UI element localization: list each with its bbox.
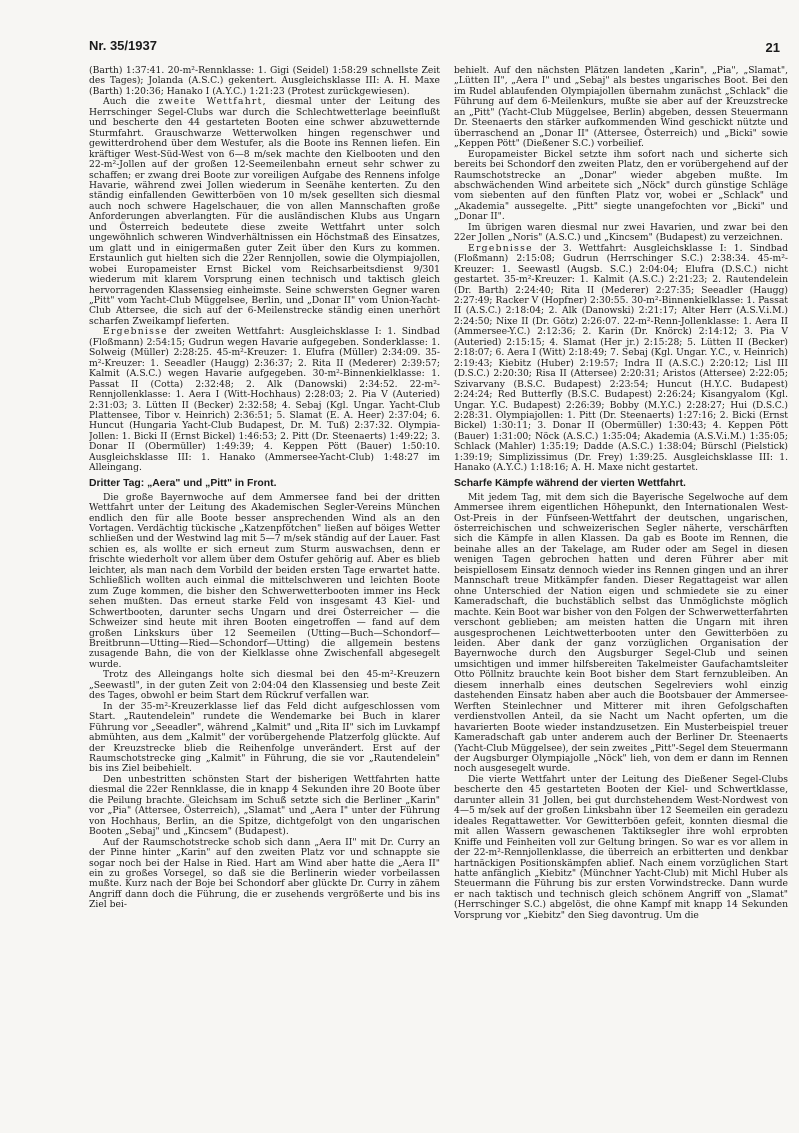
havarien-paragraph: Im übrigen waren diesmal nur zwei Havarien, und zwar bei den 22er Jollen „Noris" (A.S.C.) und „Kincsem" (Budapest) zu verzeichnen. bbox=[454, 221, 788, 244]
right-column bbox=[454, 66, 788, 1076]
fourth-race-paragraph: Die vierte Wettfahrt unter der Leitung des Dießener Segel-Clubs bescherte den 45 gestarteten Booten der Kiel- und Schwertklasse, darunter allein 31 Jollen, bei gut durchstehendem West-Nordwest von 4—5 m/sek auf der großen Linksbahn über 12 Seemeilen ein geradezu ideales Regattawetter. Vor Gewitterböen gefeit, konnten diesmal die mit allen Wassern gewaschenen Taktiksegler ihre wohl erprobten Kniffe und Feinheiten voll zur Geltung bringen. So war es vor allem in der 22-m²-Rennjollenklasse, die überreich an erbitterten und denkbar hartnäckigen Positionskämpfen ablief. Nach einem vorzüglichen Start hatte anfänglich „Kiebitz" (Münchner Yacht-Club) mit Michl Huber als Steuermann die Führung bis zur ersten Vorwindstrecke. Dann wurde er nach taktisch und technisch gleich schönem Angriff von „Slamat" (Herrschinger S.C.) abgelöst, die ohne Kampf mit knapp 14 Sekunden Vorsprung vor „Kiebitz" den Sieg davontrug. Um die bbox=[454, 773, 788, 921]
second-race-results-paragraph: Ergebnisse der zweiten Wettfahrt: Ausgleichsklasse I: 1. Sindbad (Floßmann) 2:54:15; Gudrun wegen Havarie aufgegeben. Sonderklasse: 1. Solweig (Müller) 2:28:25. 45-m²-Kreuzer: 1. Elufra (Müller) 2:34:09. 35-m²-Kreuzer: 1. Seeadler (Haugg) 2:36:37; 2. Rita II (Mederer) 2:39:57; Kalmit (A.S.C.) wegen Havarie aufgegeben. 30-m²-Binnenkielklasse: 1. Passat II (Cotta) 2:32:48; 2. Alk (Danowski) 2:34:52. 22-m²-Rennjollenklasse: 1. Aera I (Witt-Hochhaus) 2:28:03; 2. Pia V (Auteried) 2:31:03; 3. Lütten II (Becker) 2:32:58; 4. Sebaj (Kgl. Ungar. Yacht-Club Plattensee, Tibor v. Heinrich) 2:36:51; 5. Slamat (E. A. Heer) 2:37:04; 6. Huncut (Hungaria Yacht-Club Budapest, Dr. M. Tuß) 2:37:32. Olympia-Jollen: 1. Bicki II (Ernst Bickel) 1:46:53; 2. Pitt (Dr. Steenaerts) 1:49:22; 3. Donar II (Obermüller) 1:49:39; 4. Keppen Pött (Bauer) 1:50:10. Ausgleichsklasse III: 1. Hanako (Ammersee-Yacht-Club) 1:48:27 im Alleingang. bbox=[89, 326, 440, 474]
raumschot-paragraph: Auf der Raumschotstrecke schob sich dann „Aera II" mit Dr. Curry an der Pinne hinter „Karin" auf den zweiten Platz vor und schnappte sie sogar noch bei der Halse in Ried. Hart am Wind aber hatte die „Aera II" ein zu großes Vorsegel, so daß sie die Berlinerin wieder vorbeilassen mußte. Kurz nach der Boje bei Schondorf aber glückte Dr. Curry in zähem Angriff dann doch die Führung, die er zusehends vergrößerte und bis ins Ziel bei- bbox=[89, 836, 440, 911]
olympia-jollen-paragraph: behielt. Auf den nächsten Plätzen landeten „Karin", „Pia", „Slamat", „Lütten II", „Aera I" und „Sebaj" als bestes ungarisches Boot. Bei den im Rudel ablaufenden Olympiajollen übernahm zunächst „Schlack" die Führung auf dem 6-Meilenkurs, mußte sie aber auf der Kreuzstrecke an „Pitt" (Yacht-Club Müggelsee, Berlin) abgeben, dessen Steuermann Dr. Steenaerts den stärker aufkommenden Wind geschickt nützte und überraschend an „Donar II" (Attersee, Österreich) und „Bicki" sowie „Keppen Pött" (Dießener S.C.) vorbeilief. bbox=[454, 66, 788, 150]
third-day-heading: Dritter Tag: „Aera" und „Pitt" in Front. bbox=[89, 477, 277, 489]
second-race-spaced: zweite Wettfahrt, bbox=[158, 96, 267, 108]
third-race-intro-paragraph: Die große Bayernwoche auf dem Ammersee fand bei der dritten Wettfahrt unter der Leitung des Akademischen Segler-Vereins München endlich den für alle Boote besser ansprechenden Wind als an den Vortagen. Verdächtig tückische „Katzenpfötchen" ließen auf böiges Wetter schließen und der Westwind lag mit 5—7 m/sek ständig auf der Lauer. Fast schien es, als wollte er sich erneut zum Sturm auswachsen, denn er frischte wiederholt vor allem über dem Ostufer gehörig auf. Aber es blieb leichter, als man nach dem Vorbild der beiden ersten Tage erwartet hatte. Schließlich wollten auch einmal die mittelschweren und leichten Boote zum Zuge kommen, die bisher den Schwerwetterbooten immer ins Heck sehen mußten. Das erneut starke Feld von insgesamt 43 Kiel- und Schwertbooten, darunter sechs Ungarn und drei Österreicher — die Schweizer sind heute mit ihren Booten eingetroffen — fand auf dem großen Linkskurs über 12 Seemeilen (Utting—Buch—Schondorf—Breitbrunn—Utting—Ried—Schondorf—Utting) die allgemein bestens zusagende Bahn, die von der Kielklasse ohne Zwischenfall abgesegelt wurde. bbox=[89, 491, 440, 670]
page-number: 21 bbox=[765, 40, 780, 55]
segelwoche-paragraph: Mit jedem Tag, mit dem sich die Bayerische Segelwoche auf dem Ammersee ihrem eigentlichen Höhepunkt, den Internationalen West-Ost-Preis in der Fünfseen-Wettfahrt der deutschen, ungarischen, österreichischen und schweizerischen Segler näherte, verschärften sich die Kämpfe in allen Klassen. Da gab es Boote im Rennen, die beinahe alles an der Takelage, am Ruder oder am Segel in diesen wenigen Tagen gebrochen hatten und deren Führer aber mit beispiellosem Einsatz dennoch wieder ins Rennen gingen und an ihrer Mannschaft treue Mitkämpfer fanden. Dieser Regattageist war allen ohne Unterschied der Nation eigen und schmiedete sie zu einer Kameradschaft, die buchstäblich selbst das Unmöglichste möglich machte. Kein Boot war bisher von den Folgen der Schwerwetterfahrten verschont geblieben; am meisten hatten die Ungarn mit ihren ausgesprochenen Leichtwetterbooten unter den Gewitterböen zu leiden. Aber dank der ganz vorzüglichen Organisation der Bayernwoche durch den Augsburger Segel-Club und seinen umsichtigen und immer hilfsbereiten Takelmeister Gaufachamtsleiter Otto Pöllnitz brauchte kein Boot bisher dem Start fernzubleiben. An diesem innerhalb eines deutschen Segelreviers wohl einzig dastehenden Einsatz haben aber auch die Bootsbauer der Ammersee-Werften Steinlechner und Mitterer mit ihren Gefolgschaften verdienstvollen Anteil, da sie Nacht um Nacht opferten, um die havarierten Boote wieder instandzusetzen. Ein Musterbeispiel treuer Kameradschaft gab unter anderem auch der Berliner Dr. Steenaerts (Yacht-Club Müggelsee), der sein zweites „Pitt"-Segel dem Steuermann der Augsburger Olympiajolle „Nöck" lieh, von dem er dann im Rennen noch ausgesegelt wurde. bbox=[454, 491, 788, 775]
third-race-results-paragraph: Ergebnisse der 3. Wettfahrt: Ausgleichsklasse I: 1. Sindbad (Floßmann) 2:15:08; Gudrun (Herrschinger S.C.) 2:38:34. 45-m²-Kreuzer: 1. Seewastl (Augsb. S.C.) 2:04:04; Elufra (D.S.C.) nicht gestartet. 35-m²-Kreuzer: 1. Kalmit (A.S.C.) 2:21:23; 2. Rautendelein (Dr. Barth) 2:24:40; Rita II (Mederer) 2:27:35; Seeadler (Haugg) 2:27:49; Racker V (Hopfner) 2:30:55. 30-m²-Binnenkielklasse: 1. Passat II (A.S.C.) 2:18:04; 2. Alk (Danowski) 2:21:17; Alter Herr (A.S.V.i.M.) 2:24:50; Nixe II (Dr. Götz) 2:26:07. 22-m²-Renn-Jollenklasse: 1. Aera II (Ammersee-Y.C.) 2:12:36; 2. Karin (Dr. Knörck) 2:14:12; 3. Pia V (Auteried) 2:15:15; 4. Slamat (Her jr.) 2:15:28; 5. Lütten II (Becker) 2:18:07; 6. Aera I (Witt) 2:18:49; 7. Sebaj (Kgl. Ungar. Y.C., v. Heinrich) 2:19:43; Kiebitz (Huber) 2:19:57; Indra II (A.S.C.) 2:20:12; Lisl III (D.S.C.) 2:20:30; Risa II (Attersee) 2:20:31; Aristos (Attersee) 2:22:05; Szivarvany (B.S.C. Budapest) 2:23:54; Huncut (H.Y.C. Budapest) 2:24:24; Red Butterfly (B.S.C. Budapest) 2:26:24; Kisangyalom (Kgl. Ungar. Y.C. Budapest) 2:26:39; Bobby (M.Y.C.) 2:28:27; Hui (D.S.C.) 2:28:31. Olympiajollen: 1. Pitt (Dr. Steenaerts) 1:27:16; 2. Bicki (Ernst Bickel) 1:30:11; 3. Donar II (Obermüller) 1:30:43; 4. Keppen Pött (Bauer) 1:31:00; Nöck (A.S.C.) 1:35:04; Akademia (A.S.V.i.M.) 1:35:05; Schlack (Mahler) 1:35:19; Dadde (A.S.C.) 1:38:04; Bürschl (Pielstick) 1:39:19; Simplizissimus (Dr. Frey) 1:39:25. Ausgleichsklasse III: 1. Hanako (A.Y.C.) 1:18:16; A. H. Maxe nicht gestartet. bbox=[454, 242, 788, 474]
results-label: Ergebnisse bbox=[103, 326, 168, 338]
second-race-paragraph: Auch die zweite Wettfahrt, diesmal unter der Leitung des Herrschinger Segel-Clubs war durch die Schlechtwetterlage beeinflußt und bescherte den 44 gestarteten Booten eine schwer abzuwetternde Sturmfahrt. Grauschwarze Wetterwolken hingen regenschwer und gewitterdrohend über dem Westufer, als die Boote ins Rennen liefen. Ein kräftiger West-Süd-West von 6—8 m/sek machte den Kielbooten und den 22-m²-Jollen auf der großen 12-Seemeilenbahn erneut sehr schwer zu schaffen; er zwang drei Boote zur voreiligen Aufgabe des Rennens infolge Havarie, während zwei Jollen wiederum in Seenähe kenterten. Zu den ständig einfallenden Gewitterböen von 10 m/sek gesellten sich diesmal auch noch schwere Hagelschauer, die von allen Mannschaften große Anforderungen abverlangten. Für die ausländischen Klubs aus Ungarn und Österreich bedeutete diese zweite Wettfahrt unter solch ungewöhnlich schweren Windverhältnissen ein Höchstmaß des Einsatzes, um glatt und in einigermaßen guter Zeit über den Kurs zu kommen. Erstaunlich gut hielten sich die 22er Rennjollen, sowie die Olympiajollen, wobei Europameister Ernst Bickel vom Reichsarbeitsdienst 9/301 wiederum mit klarem Vorsprung einen technisch und taktisch gleich hervorragenden Klassensieg einheimste. Seine schwersten Gegner waren „Pitt" vom Yacht-Club Müggelsee, Berlin, und „Donar II" vom Union-Yacht-Club Attersee, die sich auf der 6-Meilenstrecke ständig einen unerhört scharfen Zweikampf lieferten. bbox=[89, 96, 440, 327]
fourth-race-heading: Scharfe Kämpfe während der vierten Wettfahrt. bbox=[454, 477, 686, 489]
kreuzer-class-paragraph: In der 35-m²-Kreuzerklasse lief das Feld dicht aufgeschlossen vom Start. „Rautendelein" rundete die Wendemarke bei Buch in klarer Führung vor „Seeadler", während „Kalmit" und „Rita II" sich im Luvkampf abmühten, aus dem „Kalmit" der vorübergehende Platzerfolg glückte. Auf der Kreuzstrecke blieb die Reihenfolge unverändert. Erst auf der Raumschotstrecke ging „Kalmit" in Führung, die sie vor „Rautendelein" bis ins Ziel beibehielt. bbox=[89, 700, 440, 775]
bickel-paragraph: Europameister Bickel setzte ihm sofort nach und sicherte sich bereits bei Schondorf den zweiten Platz, den er vorübergehend auf der Raumschotstrecke an „Donar" wieder abgeben mußte. Im abschwächenden Wind arbeitete sich „Nöck" durch günstige Schläge vom siebenten auf den fünften Platz vor, wobei er „Schlack" und „Akademia" aussegelte. „Pitt" siegte unangefochten vor „Bicki" und „Donar II". bbox=[454, 148, 788, 223]
results-continued-paragraph: (Barth) 1:37:41. 20-m²-Rennklasse: 1. Gigi (Seidel) 1:58:29 schnellste Zeit des Tages); Jolanda (A.S.C.) gekentert. Ausgleichsklasse III: A. H. Maxe (Barth) 1:20:36; Hanako I (A.Y.C.) 1:21:23 (Protest zurückgewiesen). bbox=[89, 66, 440, 97]
results-label: Ergebnisse bbox=[468, 242, 533, 254]
issue-number: Nr. 35/1937 bbox=[89, 38, 157, 53]
left-column bbox=[89, 66, 440, 1076]
start-paragraph: Den unbestritten schönsten Start der bisherigen Wettfahrten hatte diesmal die 22er Rennklasse, die in knapp 4 Sekunden ihre 20 Boote über die Peilung brachte. Gleichsam im Schuß setzte sich die Berliner „Karin" vor „Pia" (Attersee, Österreich), „Slamat" und „Aera I" unter der Führung von Hochhaus, Berlin, an die Spitze, dichtgefolgt von den ungarischen Booten „Sebaj" und „Kincsem" (Budapest). bbox=[89, 773, 440, 838]
seewastl-paragraph: Trotz des Alleingangs holte sich diesmal bei den 45-m²-Kreuzern „Seewastl", in der guten Zeit von 2:04:04 den Klassensieg und beste Zeit des Tages, obwohl er beim Start dem Rückruf verfallen war. bbox=[89, 669, 440, 702]
